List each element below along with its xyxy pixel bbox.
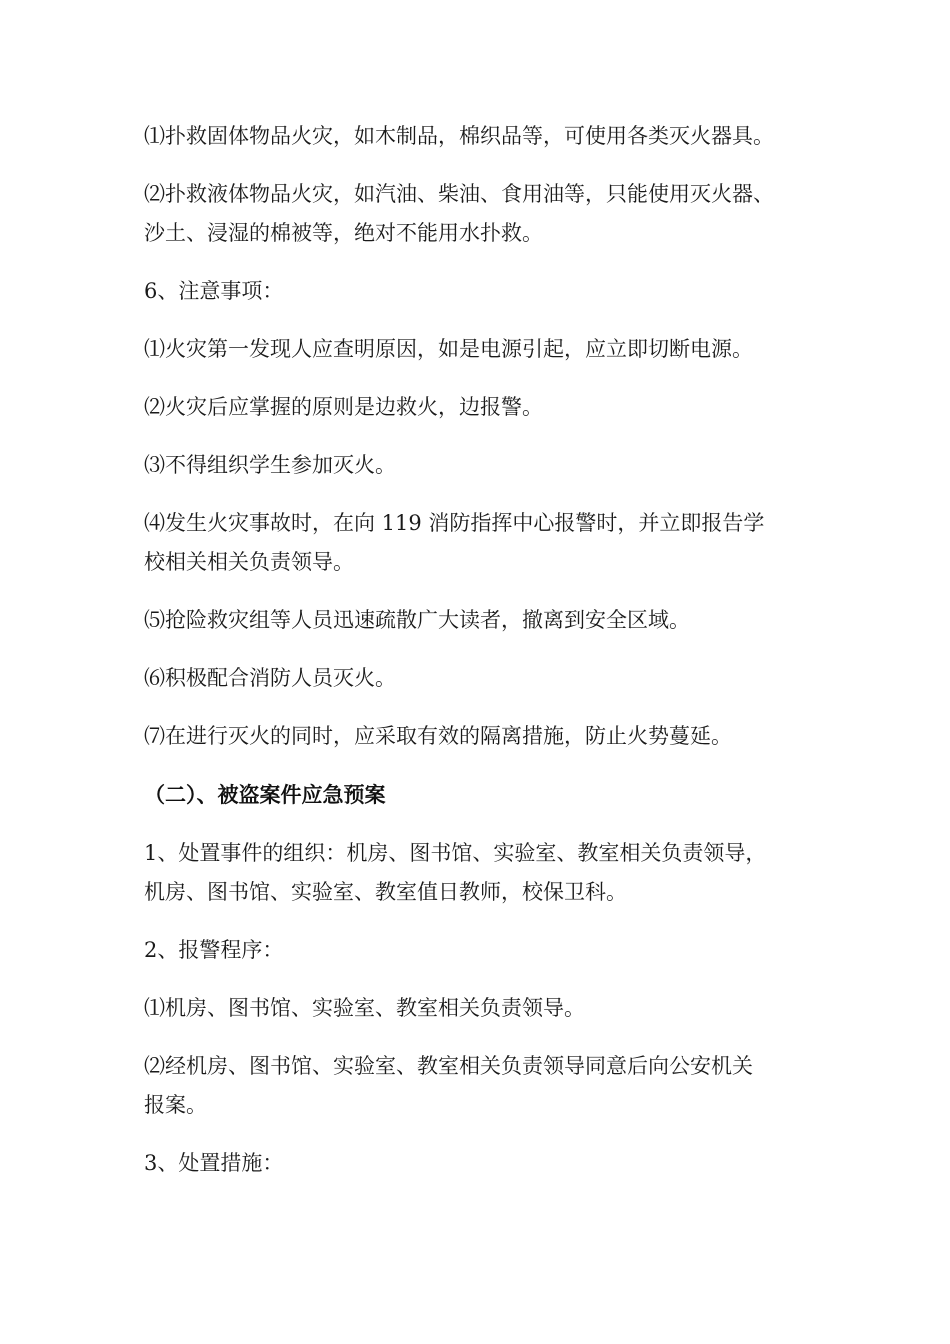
text-line: 3、处置措施：	[144, 1151, 284, 1175]
paragraph-fire-liquid	[144, 175, 824, 253]
text-line: 2、报警程序：	[144, 938, 284, 962]
text-line: ⑴扑救固体物品火灾，如木制品，棉织品等，可使用各类灭火器具。	[144, 124, 774, 148]
paragraph-note-5	[144, 601, 824, 640]
text-line: ⑵火灾后应掌握的原则是边救火，边报警。	[144, 395, 543, 419]
paragraph-note-2	[144, 388, 824, 427]
section-title-notes	[144, 272, 824, 311]
paragraph-note-1	[144, 330, 824, 369]
paragraph-alarm-1	[144, 989, 824, 1028]
paragraph-note-4	[144, 504, 824, 582]
section-title-alarm-procedure	[144, 931, 824, 970]
paragraph-note-6	[144, 659, 824, 698]
section-heading-theft-plan	[144, 776, 824, 815]
paragraph-note-7	[144, 717, 824, 756]
text-line: 报案。	[144, 1093, 207, 1117]
text-line: ⑵经机房、图书馆、实验室、教室相关负责领导同意后向公安机关	[144, 1054, 753, 1078]
text-line: 校相关相关负责领导。	[144, 550, 354, 574]
text-line: ⑴火灾第一发现人应查明原因，如是电源引起，应立即切断电源。	[144, 337, 753, 361]
text-line: ⑴机房、图书馆、实验室、教室相关负责领导。	[144, 996, 585, 1020]
text-line: 6、注意事项：	[144, 279, 284, 303]
text-line: 沙土、浸湿的棉被等，绝对不能用水扑救。	[144, 221, 543, 245]
text-line: ⑸抢险救灾组等人员迅速疏散广大读者，撤离到安全区域。	[144, 608, 690, 632]
text-line: 机房、图书馆、实验室、教室值日教师，校保卫科。	[144, 880, 627, 904]
paragraph-theft-organization	[144, 834, 824, 912]
text-line: ⑷发生火灾事故时，在向 119 消防指挥中心报警时，并立即报告学	[144, 511, 765, 535]
text-line: ⑵扑救液体物品火灾，如汽油、柴油、食用油等，只能使用灭火器、	[144, 182, 774, 206]
paragraph-fire-solid	[144, 117, 824, 156]
paragraph-note-3	[144, 446, 824, 485]
text-line: ⑶不得组织学生参加灭火。	[144, 453, 396, 477]
text-line: 1、处置事件的组织：机房、图书馆、实验室、教室相关负责领导，	[144, 841, 767, 865]
text-line: ⑺在进行灭火的同时，应采取有效的隔离措施，防止火势蔓延。	[144, 724, 732, 748]
paragraph-alarm-2	[144, 1047, 824, 1125]
text-line: ⑹积极配合消防人员灭火。	[144, 666, 396, 690]
heading-text: （二）、被盗案件应急预案	[144, 783, 386, 807]
section-title-handling-measures	[144, 1144, 824, 1183]
